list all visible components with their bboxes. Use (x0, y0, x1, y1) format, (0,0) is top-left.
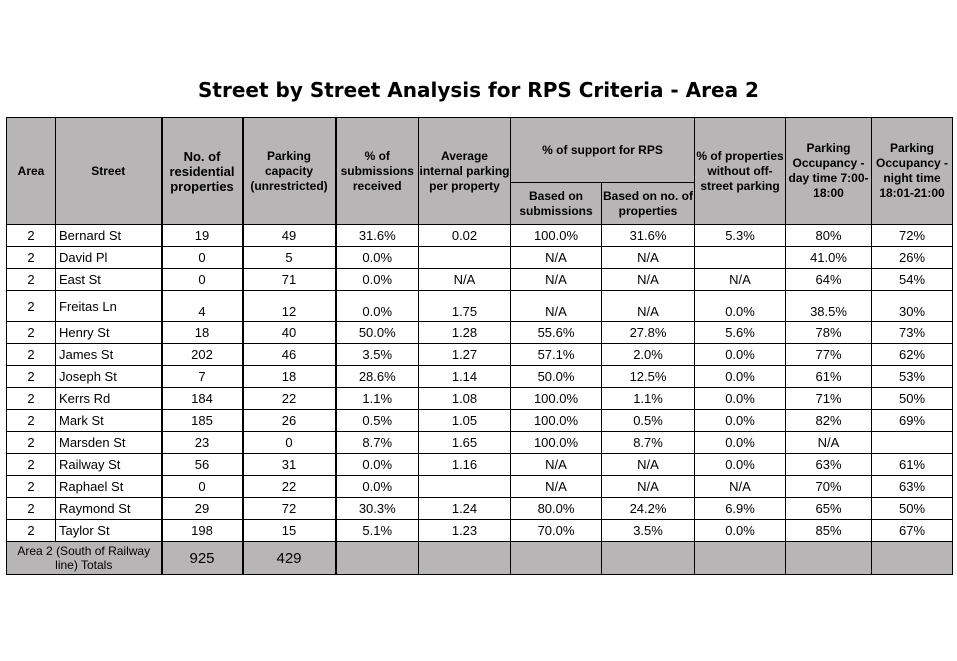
cell-occupancy-day: 70% (786, 476, 872, 498)
cell-capacity: 26 (243, 410, 336, 432)
cell-area: 2 (7, 322, 56, 344)
cell-occupancy-day: 82% (786, 410, 872, 432)
totals-empty-cell (872, 542, 953, 575)
cell-capacity: 40 (243, 322, 336, 344)
cell-occupancy-day: 41.0% (786, 247, 872, 269)
cell-capacity: 31 (243, 454, 336, 476)
cell-support-properties: 24.2% (602, 498, 695, 520)
cell-no-offstreet: 0.0% (695, 291, 786, 322)
cell-area: 2 (7, 247, 56, 269)
table-row (7, 476, 953, 498)
cell-avg-internal (419, 476, 511, 498)
totals-empty-cell (602, 542, 695, 575)
cell-capacity: 22 (243, 388, 336, 410)
table-body (7, 225, 953, 542)
cell-residential: 184 (162, 388, 243, 410)
totals-row (7, 542, 953, 575)
cell-occupancy-day: 38.5% (786, 291, 872, 322)
table-row (7, 454, 953, 476)
cell-no-offstreet: 0.0% (695, 410, 786, 432)
cell-submissions: 30.3% (336, 498, 419, 520)
cell-occupancy-day: 71% (786, 388, 872, 410)
cell-street: Freitas Ln (56, 291, 162, 322)
cell-no-offstreet: 0.0% (695, 366, 786, 388)
cell-occupancy-night: 54% (872, 269, 953, 291)
cell-occupancy-day: 78% (786, 322, 872, 344)
header-support-for-rps: % of support for RPS (511, 118, 695, 183)
cell-street: East St (56, 269, 162, 291)
cell-occupancy-day: 61% (786, 366, 872, 388)
cell-street: Marsden St (56, 432, 162, 454)
table-row (7, 432, 953, 454)
cell-submissions: 0.0% (336, 454, 419, 476)
table-row (7, 225, 953, 247)
cell-area: 2 (7, 388, 56, 410)
totals-empty-cell (419, 542, 511, 575)
totals-label: Area 2 (South of Railway line) Totals (7, 542, 162, 575)
cell-avg-internal: N/A (419, 269, 511, 291)
cell-residential: 0 (162, 269, 243, 291)
cell-submissions: 31.6% (336, 225, 419, 247)
cell-street: Henry St (56, 322, 162, 344)
cell-submissions: 8.7% (336, 432, 419, 454)
cell-capacity: 0 (243, 432, 336, 454)
cell-occupancy-day: N/A (786, 432, 872, 454)
cell-occupancy-night: 72% (872, 225, 953, 247)
header-submissions-received: % of submissions received (336, 118, 419, 225)
table-row (7, 498, 953, 520)
cell-avg-internal: 1.75 (419, 291, 511, 322)
cell-submissions: 0.0% (336, 247, 419, 269)
cell-occupancy-night: 69% (872, 410, 953, 432)
totals-capacity: 429 (243, 542, 336, 575)
cell-occupancy-day: 85% (786, 520, 872, 542)
cell-submissions: 1.1% (336, 388, 419, 410)
cell-street: Joseph St (56, 366, 162, 388)
cell-avg-internal: 1.05 (419, 410, 511, 432)
cell-support-properties: N/A (602, 476, 695, 498)
cell-occupancy-day: 80% (786, 225, 872, 247)
cell-submissions: 28.6% (336, 366, 419, 388)
cell-residential: 7 (162, 366, 243, 388)
cell-support-submissions: N/A (511, 476, 602, 498)
table-row (7, 322, 953, 344)
header-residential-properties: No. of residential properties (162, 118, 243, 225)
cell-support-properties: 27.8% (602, 322, 695, 344)
cell-support-properties: N/A (602, 454, 695, 476)
cell-street: James St (56, 344, 162, 366)
cell-support-submissions: 50.0% (511, 366, 602, 388)
cell-residential: 185 (162, 410, 243, 432)
totals-empty-cell (511, 542, 602, 575)
cell-occupancy-night: 67% (872, 520, 953, 542)
table-row (7, 366, 953, 388)
cell-submissions: 0.0% (336, 291, 419, 322)
cell-no-offstreet: N/A (695, 476, 786, 498)
cell-area: 2 (7, 498, 56, 520)
cell-occupancy-night: 50% (872, 388, 953, 410)
cell-capacity: 18 (243, 366, 336, 388)
cell-support-submissions: 100.0% (511, 388, 602, 410)
cell-avg-internal: 1.14 (419, 366, 511, 388)
cell-occupancy-night: 26% (872, 247, 953, 269)
cell-submissions: 0.0% (336, 476, 419, 498)
cell-occupancy-night: 30% (872, 291, 953, 322)
totals-empty-cell (336, 542, 419, 575)
cell-no-offstreet: 6.9% (695, 498, 786, 520)
cell-no-offstreet: 0.0% (695, 432, 786, 454)
cell-area: 2 (7, 476, 56, 498)
table-row (7, 520, 953, 542)
cell-support-submissions: N/A (511, 454, 602, 476)
cell-residential: 56 (162, 454, 243, 476)
cell-no-offstreet: 0.0% (695, 454, 786, 476)
cell-occupancy-day: 77% (786, 344, 872, 366)
cell-capacity: 12 (243, 291, 336, 322)
cell-occupancy-day: 63% (786, 454, 872, 476)
cell-occupancy-night: 50% (872, 498, 953, 520)
cell-residential: 29 (162, 498, 243, 520)
cell-avg-internal: 1.24 (419, 498, 511, 520)
table-row (7, 410, 953, 432)
cell-area: 2 (7, 225, 56, 247)
cell-no-offstreet: 0.0% (695, 520, 786, 542)
cell-residential: 0 (162, 247, 243, 269)
cell-no-offstreet: 5.6% (695, 322, 786, 344)
cell-occupancy-night: 53% (872, 366, 953, 388)
cell-avg-internal: 1.27 (419, 344, 511, 366)
cell-support-submissions: 70.0% (511, 520, 602, 542)
header-parking-capacity: Parking capacity (unrestricted) (243, 118, 336, 225)
table-row (7, 388, 953, 410)
cell-occupancy-night (872, 432, 953, 454)
cell-occupancy-night: 63% (872, 476, 953, 498)
cell-residential: 19 (162, 225, 243, 247)
header-average-internal-parking: Average internal parking per property (419, 118, 511, 225)
cell-avg-internal: 1.08 (419, 388, 511, 410)
cell-submissions: 50.0% (336, 322, 419, 344)
cell-capacity: 72 (243, 498, 336, 520)
cell-submissions: 5.1% (336, 520, 419, 542)
cell-avg-internal: 1.16 (419, 454, 511, 476)
header-area: Area (7, 118, 56, 225)
cell-residential: 4 (162, 291, 243, 322)
cell-area: 2 (7, 432, 56, 454)
cell-no-offstreet (695, 247, 786, 269)
cell-street: David Pl (56, 247, 162, 269)
cell-occupancy-day: 64% (786, 269, 872, 291)
cell-no-offstreet: N/A (695, 269, 786, 291)
cell-support-properties: N/A (602, 291, 695, 322)
cell-area: 2 (7, 344, 56, 366)
cell-no-offstreet: 0.0% (695, 344, 786, 366)
cell-street: Taylor St (56, 520, 162, 542)
cell-support-properties: 0.5% (602, 410, 695, 432)
cell-support-properties: 2.0% (602, 344, 695, 366)
header-support-based-on-submissions: Based on submissions (511, 183, 602, 225)
cell-area: 2 (7, 291, 56, 322)
cell-support-submissions: N/A (511, 269, 602, 291)
cell-capacity: 15 (243, 520, 336, 542)
cell-no-offstreet: 5.3% (695, 225, 786, 247)
cell-capacity: 46 (243, 344, 336, 366)
cell-street: Raymond St (56, 498, 162, 520)
cell-avg-internal: 1.28 (419, 322, 511, 344)
table-row (7, 291, 953, 322)
cell-avg-internal: 1.65 (419, 432, 511, 454)
cell-street: Bernard St (56, 225, 162, 247)
cell-area: 2 (7, 520, 56, 542)
cell-support-submissions: 100.0% (511, 432, 602, 454)
cell-support-properties: 12.5% (602, 366, 695, 388)
table-row (7, 269, 953, 291)
cell-capacity: 22 (243, 476, 336, 498)
cell-support-submissions: 80.0% (511, 498, 602, 520)
cell-street: Mark St (56, 410, 162, 432)
header-without-offstreet-parking: % of properties without off-street parking (695, 118, 786, 225)
cell-occupancy-night: 61% (872, 454, 953, 476)
table-header (7, 118, 953, 225)
cell-area: 2 (7, 454, 56, 476)
cell-support-properties: 1.1% (602, 388, 695, 410)
cell-area: 2 (7, 366, 56, 388)
cell-residential: 202 (162, 344, 243, 366)
rps-criteria-table (6, 117, 953, 575)
header-support-based-on-properties: Based on no. of properties (602, 183, 695, 225)
cell-capacity: 71 (243, 269, 336, 291)
totals-empty-cell (786, 542, 872, 575)
cell-area: 2 (7, 410, 56, 432)
cell-area: 2 (7, 269, 56, 291)
cell-support-submissions: N/A (511, 247, 602, 269)
cell-avg-internal (419, 247, 511, 269)
cell-avg-internal: 1.23 (419, 520, 511, 542)
cell-occupancy-night: 73% (872, 322, 953, 344)
cell-support-submissions: 55.6% (511, 322, 602, 344)
cell-support-properties: N/A (602, 269, 695, 291)
cell-capacity: 5 (243, 247, 336, 269)
cell-submissions: 0.0% (336, 269, 419, 291)
cell-submissions: 0.5% (336, 410, 419, 432)
header-occupancy-day: Parking Occupancy - day time 7:00-18:00 (786, 118, 872, 225)
cell-support-submissions: 57.1% (511, 344, 602, 366)
totals-residential: 925 (162, 542, 243, 575)
table-row (7, 247, 953, 269)
cell-residential: 18 (162, 322, 243, 344)
cell-support-properties: 31.6% (602, 225, 695, 247)
page-title: Street by Street Analysis for RPS Criteria - Area 2 (198, 78, 759, 102)
cell-residential: 0 (162, 476, 243, 498)
cell-support-submissions: N/A (511, 291, 602, 322)
totals-empty-cell (695, 542, 786, 575)
table-row (7, 344, 953, 366)
cell-residential: 23 (162, 432, 243, 454)
cell-support-properties: 8.7% (602, 432, 695, 454)
cell-support-submissions: 100.0% (511, 410, 602, 432)
cell-avg-internal: 0.02 (419, 225, 511, 247)
cell-capacity: 49 (243, 225, 336, 247)
cell-occupancy-day: 65% (786, 498, 872, 520)
cell-street: Kerrs Rd (56, 388, 162, 410)
cell-support-submissions: 100.0% (511, 225, 602, 247)
cell-support-properties: N/A (602, 247, 695, 269)
header-street: Street (56, 118, 162, 225)
cell-support-properties: 3.5% (602, 520, 695, 542)
cell-occupancy-night: 62% (872, 344, 953, 366)
cell-street: Raphael St (56, 476, 162, 498)
cell-submissions: 3.5% (336, 344, 419, 366)
cell-street: Railway St (56, 454, 162, 476)
header-occupancy-night: Parking Occupancy - night time 18:01-21:00 (872, 118, 953, 225)
cell-residential: 198 (162, 520, 243, 542)
cell-no-offstreet: 0.0% (695, 388, 786, 410)
